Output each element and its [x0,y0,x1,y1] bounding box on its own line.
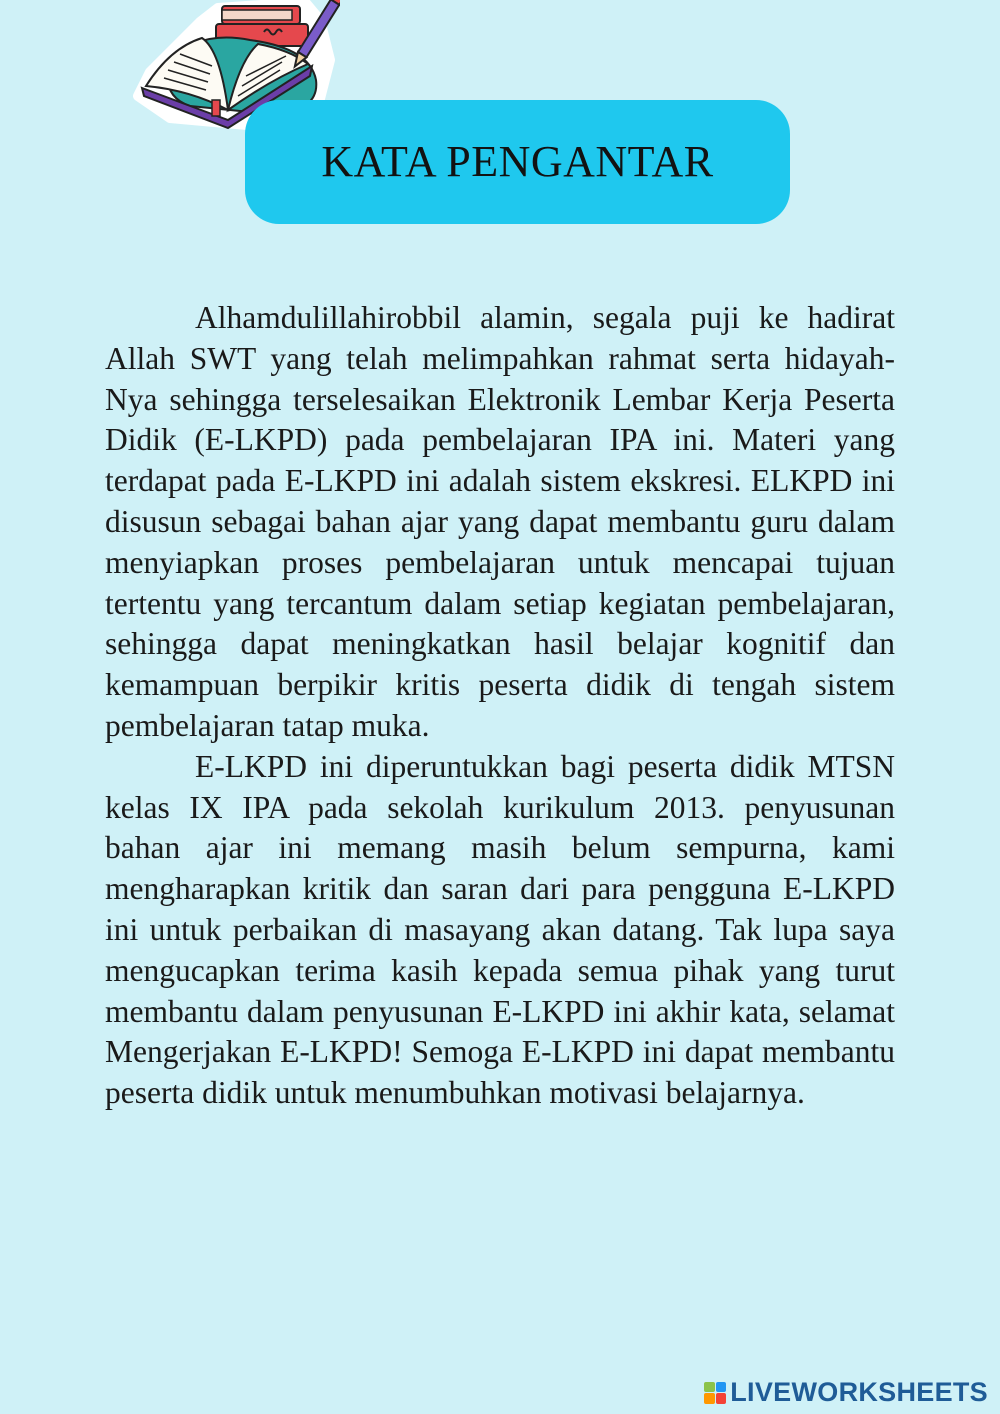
watermark-text: LIVEWORKSHEETS [730,1377,988,1407]
foreword-paragraph-2: E-LKPD ini diperuntukkan bagi peserta didik MTSN kelas IX IPA pada sekolah kurikulum 2013. penyusunan bahan ajar ini memang masih belum sempurna, kami mengharapkan kritik dan saran dari para pengguna E-LKPD ini untuk perbaikan di masayang akan datang. Tak lupa saya mengucapkan terima kasih kepada semua pihak yang turut membantu dalam penyusunan E-LKPD ini akhir kata, selamat Mengerjakan E-LKPD! Semoga E-LKPD ini dapat membantu peserta didik untuk menumbuhkan motivasi belajarnya. [105,748,895,1111]
liveworksheets-logo-icon [704,1382,726,1404]
title-banner [245,100,790,224]
liveworksheets-watermark [704,1377,988,1408]
page-title: KATA PENGANTAR [321,137,714,186]
foreword-body [105,298,895,1114]
foreword-paragraph-1: Alhamdulillahirobbil alamin, segala puji ke hadirat Allah SWT yang telah melimpahkan rahmat serta hidayah-Nya sehingga terselesaikan Elektronik Lembar Kerja Peserta Didik (E-LKPD) pada pembelajaran IPA ini. Materi yang terdapat pada E-LKPD ini adalah sistem ekskresi. ELKPD ini disusun sebagai bahan ajar yang dapat membantu guru dalam menyiapkan proses pembelajaran untuk mencapai tujuan tertentu yang tercantum dalam setiap kegiatan pembelajaran, sehingga dapat meningkatkan hasil belajar kognitif dan kemampuan berpikir kritis peserta didik di tengah sistem pembelajaran tatap muka. [105,300,895,743]
